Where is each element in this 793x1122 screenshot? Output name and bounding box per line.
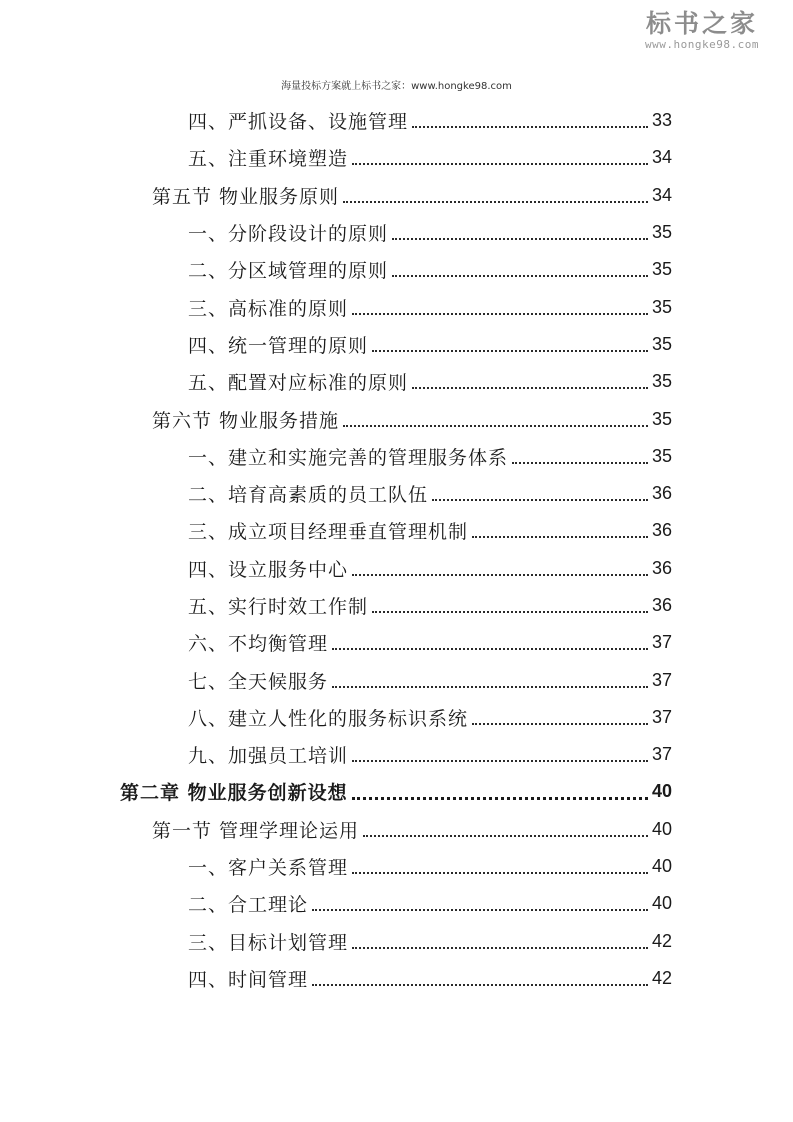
toc-page-number: 40 — [651, 818, 672, 839]
toc-entry-title: 二、培育高素质的员工队伍 — [188, 484, 429, 507]
toc-page-number: 40 — [651, 781, 672, 802]
toc-page-number: 36 — [651, 483, 672, 504]
watermark-title: 标书之家 — [645, 9, 758, 38]
toc-dot-leader — [332, 667, 648, 688]
toc-entry[interactable] — [0, 475, 793, 512]
toc-page-number: 35 — [651, 333, 672, 354]
toc-entry-title: 四、严抓设备、设施管理 — [188, 111, 409, 134]
toc-dot-leader — [352, 741, 648, 762]
toc-page-number: 36 — [651, 557, 672, 578]
toc-entry[interactable] — [0, 438, 793, 475]
toc-dot-leader — [352, 928, 648, 949]
toc-entry[interactable] — [0, 512, 793, 549]
toc-entry[interactable] — [0, 288, 793, 325]
toc-entry[interactable] — [0, 699, 793, 736]
toc-entry[interactable] — [0, 102, 793, 139]
toc-page-number: 35 — [651, 445, 672, 466]
toc-dot-leader — [412, 107, 648, 128]
toc-dot-leader — [352, 294, 648, 315]
toc-entry[interactable] — [0, 885, 793, 922]
toc-dot-leader — [343, 182, 648, 203]
toc-dot-leader — [312, 890, 648, 911]
toc-page-number: 35 — [651, 296, 672, 317]
toc-dot-leader — [432, 480, 648, 501]
watermark-logo — [627, 10, 777, 52]
header-note: 海量投标方案就上标书之家：www.hongke98.com — [281, 81, 512, 92]
toc-entry[interactable] — [0, 363, 793, 400]
toc-page-number: 42 — [651, 930, 672, 951]
toc-dot-leader — [312, 965, 648, 986]
toc-dot-leader — [352, 144, 648, 165]
toc-page-number: 36 — [651, 520, 672, 541]
toc-entry[interactable] — [0, 177, 793, 214]
toc-page-number: 34 — [651, 147, 672, 168]
toc-dot-leader — [352, 853, 648, 874]
toc-page-number: 37 — [651, 632, 672, 653]
toc-entry[interactable] — [0, 661, 793, 698]
toc-dot-leader — [392, 219, 648, 240]
toc-dot-leader — [352, 778, 648, 800]
toc-entry-title: 一、客户关系管理 — [188, 857, 349, 880]
toc-page-number: 34 — [651, 184, 672, 205]
toc-page-number: 33 — [651, 110, 672, 131]
toc-entry[interactable] — [0, 773, 793, 810]
toc-entry-title: 二、分区域管理的原则 — [188, 260, 389, 283]
toc-dot-leader — [472, 517, 648, 538]
toc-entry-title: 一、分阶段设计的原则 — [188, 223, 389, 246]
toc-entry-title: 九、加强员工培训 — [188, 745, 349, 768]
watermark-url: www.hongke98.com — [645, 38, 759, 51]
toc-page-number: 37 — [651, 706, 672, 727]
toc-dot-leader — [363, 816, 648, 837]
toc-dot-leader — [352, 555, 648, 576]
toc-dot-leader — [512, 443, 648, 464]
toc-page-number: 36 — [651, 595, 672, 615]
toc-entry-title: 六、不均衡管理 — [188, 633, 329, 656]
toc-entry-title: 第一节 管理学理论运用 — [152, 819, 360, 842]
toc-entry[interactable] — [0, 848, 793, 885]
toc-entry[interactable] — [0, 736, 793, 773]
toc-page-number: 35 — [651, 259, 672, 280]
toc-page-number: 35 — [651, 222, 672, 243]
toc-entry-title: 第六节 物业服务措施 — [152, 409, 340, 432]
toc-entry-title: 三、高标准的原则 — [188, 297, 349, 320]
toc-page-number: 35 — [651, 408, 672, 429]
toc-entry-title: 四、时间管理 — [188, 968, 309, 991]
toc-dot-leader — [372, 331, 648, 352]
toc-entry-title: 第五节 物业服务原则 — [152, 185, 340, 208]
toc-entry[interactable] — [0, 587, 793, 624]
toc-entry[interactable] — [0, 960, 793, 997]
toc-dot-leader — [412, 368, 648, 389]
toc-dot-leader — [343, 406, 648, 427]
toc-entry-title: 二、合工理论 — [188, 894, 309, 917]
toc-dot-leader — [372, 592, 648, 613]
toc-page-number: 40 — [651, 893, 672, 914]
toc-page-number: 37 — [651, 669, 672, 690]
toc-page-number: 35 — [651, 371, 672, 392]
toc-entry[interactable] — [0, 624, 793, 661]
toc-entry[interactable] — [0, 251, 793, 288]
toc-page-number: 40 — [651, 856, 672, 877]
toc-entry[interactable] — [0, 139, 793, 176]
toc-entry-title: 五、注重环境塑造 — [188, 148, 349, 171]
toc-page-number: 37 — [651, 744, 672, 765]
toc-dot-leader — [472, 704, 648, 725]
toc-entry-title: 五、配置对应标准的原则 — [188, 372, 409, 395]
toc-entry-title: 四、统一管理的原则 — [188, 334, 369, 357]
toc-entry-title: 八、建立人性化的服务标识系统 — [188, 707, 469, 730]
toc-entry-title: 第二章 物业服务创新设想 — [120, 782, 348, 805]
toc-entry[interactable] — [0, 550, 793, 587]
toc-dot-leader — [392, 256, 648, 277]
toc-entry-title: 五、实行时效工作制 — [188, 596, 369, 618]
toc-entry[interactable] — [0, 326, 793, 363]
toc-entry[interactable] — [0, 214, 793, 251]
toc-dot-leader — [332, 629, 648, 650]
toc-entry-title: 七、全天候服务 — [188, 670, 329, 693]
toc-entry-title: 三、目标计划管理 — [188, 931, 349, 954]
toc-entry-title: 一、建立和实施完善的管理服务体系 — [188, 446, 509, 469]
toc-entry-title: 四、设立服务中心 — [188, 558, 349, 581]
toc-page-number: 42 — [651, 967, 672, 988]
toc-entry[interactable] — [0, 923, 793, 960]
toc-entry[interactable] — [0, 811, 793, 848]
toc-entry[interactable] — [0, 400, 793, 437]
table-of-contents — [0, 102, 793, 997]
toc-entry-title: 三、成立项目经理垂直管理机制 — [188, 521, 469, 544]
